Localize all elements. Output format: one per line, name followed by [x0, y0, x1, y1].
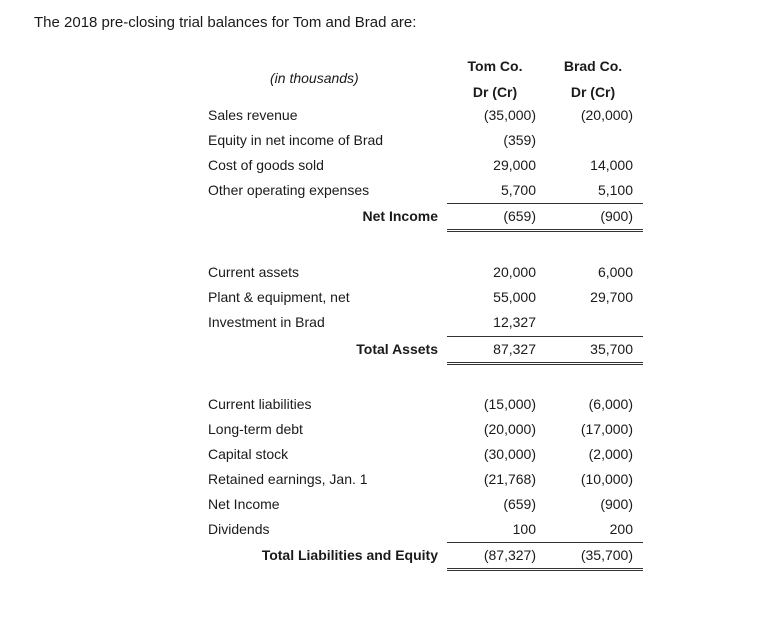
brad-value: 14,000 [590, 157, 633, 173]
tom-value: (659) [503, 496, 536, 512]
tom-value: (20,000) [483, 421, 536, 437]
tom-value: 12,327 [493, 314, 536, 330]
tom-value: 100 [512, 521, 536, 537]
tom-value: (15,000) [483, 396, 536, 412]
tom-value: 55,000 [493, 289, 536, 305]
tom-total-assets: 87,327 [493, 341, 536, 357]
total-double-rule [447, 229, 643, 232]
row-label: Long-term debt [208, 421, 303, 437]
brad-column-subheader: Dr (Cr) [570, 84, 616, 100]
total-double-rule [447, 568, 643, 571]
brad-value: 200 [609, 521, 633, 537]
total-double-rule [447, 362, 643, 365]
tom-column-subheader: Dr (Cr) [472, 84, 518, 100]
subtotal-rule [447, 203, 643, 204]
brad-value: 29,700 [590, 289, 633, 305]
subtotal-rule [447, 542, 643, 543]
row-label: Current assets [208, 264, 300, 280]
tom-value: 29,000 [493, 157, 536, 173]
brad-value: (17,000) [580, 421, 633, 437]
row-label: Plant & equipment, net [208, 289, 350, 305]
brad-value: 6,000 [597, 264, 633, 280]
row-label: Investment in Brad [208, 314, 325, 330]
tom-value: 5,700 [500, 182, 536, 198]
tom-value: (21,768) [483, 471, 536, 487]
brad-net-income: (900) [600, 208, 633, 224]
tom-value: (30,000) [483, 446, 536, 462]
row-label: Other operating expenses [208, 182, 370, 198]
row-label: Cost of goods sold [208, 157, 324, 173]
brad-value: (20,000) [580, 107, 633, 123]
brad-value: (6,000) [588, 396, 633, 412]
total-liabilities-equity-label: Total Liabilities and Equity [261, 547, 438, 563]
brad-value: (2,000) [588, 446, 633, 462]
units-label: (in thousands) [270, 70, 359, 86]
tom-value: 20,000 [493, 264, 536, 280]
brad-total-assets: 35,700 [590, 341, 633, 357]
tom-net-income: (659) [503, 208, 536, 224]
row-label: Retained earnings, Jan. 1 [208, 471, 368, 487]
row-label: Dividends [208, 521, 270, 537]
row-label: Current liabilities [208, 396, 312, 412]
total-assets-label: Total Assets [356, 341, 438, 357]
brad-total-liabilities-equity: (35,700) [580, 547, 633, 563]
tom-value: (359) [503, 132, 536, 148]
row-label: Capital stock [208, 446, 289, 462]
subtotal-rule [447, 336, 643, 337]
row-label: Sales revenue [208, 107, 298, 123]
row-label: Net Income [208, 496, 280, 512]
tom-column-header: Tom Co. [467, 58, 523, 74]
tom-value: (35,000) [483, 107, 536, 123]
brad-column-header: Brad Co. [563, 58, 623, 74]
brad-value: 5,100 [597, 182, 633, 198]
intro-text: The 2018 pre-closing trial balances for Tom and Brad are: [34, 14, 417, 31]
net-income-total-label: Net Income [362, 208, 438, 224]
brad-value: (900) [600, 496, 633, 512]
brad-value: (10,000) [580, 471, 633, 487]
row-label: Equity in net income of Brad [208, 132, 384, 148]
tom-total-liabilities-equity: (87,327) [483, 547, 536, 563]
